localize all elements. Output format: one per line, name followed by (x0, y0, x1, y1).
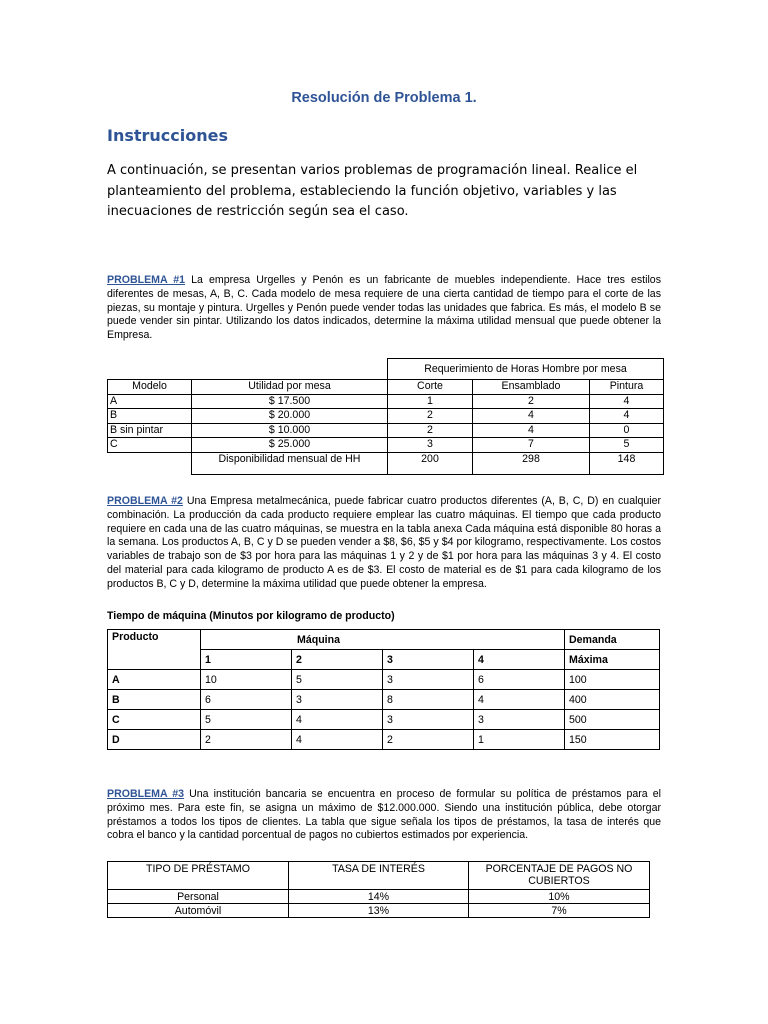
table-cell: 7% (469, 904, 650, 918)
problem3-label: PROBLEMA #3 (107, 788, 185, 800)
table-cell: 7 (473, 438, 590, 453)
table-cell: 500 (565, 710, 660, 730)
table-cell: 1 (474, 730, 565, 750)
table-cell: 4 (474, 690, 565, 710)
table-cell: 4 (590, 394, 664, 409)
problem2-table (107, 629, 660, 750)
col-header-tipo: TIPO DE PRÉSTAMO (108, 862, 289, 890)
table-cell: 5 (201, 710, 292, 730)
table-cell: $ 25.000 (192, 438, 388, 453)
col-header-maxima: Máxima (565, 650, 660, 670)
table-cell: 2 (201, 730, 292, 750)
instructions-text: A continuación, se presentan varios problemas de programación lineal. Realice el planteamiento del problema, estableciendo la función objetivo, variables y las inecuaciones de restricción según sea el caso. (107, 163, 638, 219)
table-cell: 3 (383, 670, 474, 690)
table-row (108, 423, 664, 438)
table-cell: 100 (565, 670, 660, 690)
table-footer-row (108, 452, 664, 474)
problem2-label: PROBLEMA #2 (107, 495, 183, 507)
col-header-utilidad: Utilidad por mesa (192, 380, 388, 395)
table-cell: 3 (388, 438, 473, 453)
machine-1-header: 1 (201, 650, 292, 670)
table-cell: 200 (388, 452, 473, 474)
problem3-table (107, 861, 650, 918)
table-cell: 13% (289, 904, 469, 918)
table-cell: Personal (108, 890, 289, 904)
table-row (108, 890, 650, 904)
col-header-ensamblado: Ensamblado (473, 380, 590, 395)
table-cell: 5 (590, 438, 664, 453)
instructions-heading: Instrucciones (107, 126, 229, 145)
table-cell: 3 (383, 710, 474, 730)
table-row (108, 438, 664, 453)
table-cell: 4 (292, 710, 383, 730)
machine-2-header: 2 (292, 650, 383, 670)
col-header-demanda: Demanda (565, 630, 660, 650)
table-cell: $ 10.000 (192, 423, 388, 438)
problem3-text: Una institución bancaria se encuentra en proceso de formular su política de préstamos para el próximo mes. Para este fin, se asigna un máximo de $12.000.000. Siendo una institución pública, debe otorgar préstamos a todos los tipos de clientes. La tabla que sigue señala los tipos de préstamos, la tasa de interés que cobra el banco y la cantidad porcentual de pagos no cubiertos estimados por experiencia. (107, 788, 662, 842)
problem3-paragraph (107, 788, 661, 843)
table-cell: 3 (474, 710, 565, 730)
problem2-paragraph (107, 495, 661, 592)
col-header-modelo: Modelo (108, 380, 192, 395)
table-header-row (108, 380, 664, 395)
table-cell: 10% (469, 890, 650, 904)
table-cell: A (108, 670, 201, 690)
table-header-row (108, 359, 664, 380)
table-cell: 6 (201, 690, 292, 710)
table-row (108, 409, 664, 424)
table-cell: 2 (388, 409, 473, 424)
machine-4-header: 4 (474, 650, 565, 670)
col-header-porcentaje: PORCENTAJE DE PAGOS NO CUBIERTOS (469, 862, 650, 890)
table-cell: 1 (388, 394, 473, 409)
table-cell: D (108, 730, 201, 750)
table-cell: 150 (565, 730, 660, 750)
table-cell: B (108, 409, 192, 424)
table-cell: B sin pintar (108, 423, 192, 438)
table-cell: C (108, 710, 201, 730)
table-cell: 148 (590, 452, 664, 474)
problem1-table (107, 358, 664, 475)
col-header-corte: Corte (388, 380, 473, 395)
availability-label: Disponibilidad mensual de HH (192, 452, 388, 474)
table-cell: $ 20.000 (192, 409, 388, 424)
table-row (108, 904, 650, 918)
table-cell: 3 (292, 690, 383, 710)
machine-3-header: 3 (383, 650, 474, 670)
table-cell: 400 (565, 690, 660, 710)
table-cell: 2 (383, 730, 474, 750)
table-header-row (108, 862, 650, 890)
table-header-row (108, 630, 660, 650)
table-cell: A (108, 394, 192, 409)
table-cell: 0 (590, 423, 664, 438)
table-row (108, 710, 660, 730)
table-cell: 8 (383, 690, 474, 710)
table-cell: 2 (388, 423, 473, 438)
col-header-pintura: Pintura (590, 380, 664, 395)
table-cell: Automóvil (108, 904, 289, 918)
problem2-text: Una Empresa metalmecánica, puede fabricar cuatro productos diferentes (A, B, C, D) en cualquier combinación. La producción da cada producto requiere emplear las cuatro máquinas. El tiempo que cada producto requiere en cada una de las cuatro máquinas, se muestra en la tabla anexa Cada máquina está disponible 80 horas a la semana. Los productos A, B, C y D se pueden vender a $8, $6, $5 y $4 por kilogramo, respectivamente. Los costos variables de trabajo son de $3 por hora para las máquinas 1 y 2 y de $1 por hora para las máquinas 3 y 4. El costo del material para cada kilogramo de producto A es de $3. El costo de material es de $1 para cada kilogramo de los productos B, C y D, determine la máxima utilidad que puede obtener la empresa. (107, 495, 661, 590)
table-cell: 10 (201, 670, 292, 690)
col-header-maquina: Máquina (201, 630, 565, 650)
document-title: Resolución de Problema 1. (291, 90, 477, 106)
table-cell: $ 17.500 (192, 394, 388, 409)
table-cell: 4 (292, 730, 383, 750)
problem2-table-caption: Tiempo de máquina (Minutos por kilogramo de producto) (107, 610, 395, 622)
table-row (108, 670, 660, 690)
col-header-producto: Producto (108, 630, 201, 670)
table-cell: B (108, 690, 201, 710)
table-cell: 4 (473, 423, 590, 438)
problem1-paragraph (107, 274, 661, 343)
table-row (108, 394, 664, 409)
table-cell: 6 (474, 670, 565, 690)
table-row (108, 730, 660, 750)
table-cell: 14% (289, 890, 469, 904)
table-cell: 4 (473, 409, 590, 424)
col-header-tasa: TASA DE INTERÉS (289, 862, 469, 890)
table-cell: 4 (590, 409, 664, 424)
table-cell: 298 (473, 452, 590, 474)
table-cell: C (108, 438, 192, 453)
problem1-label: PROBLEMA #1 (107, 274, 186, 286)
hours-group-header: Requerimiento de Horas Hombre por mesa (388, 359, 664, 380)
table-cell: 5 (292, 670, 383, 690)
table-row (108, 690, 660, 710)
table-cell: 2 (473, 394, 590, 409)
problem1-text: La empresa Urgelles y Penón es un fabricante de muebles independiente. Hace tres estilos diferentes de mesas, A, B, C. Cada modelo de mesa requiere de una cierta cantidad de tiempo para el corte de las piezas, su montaje y pintura. Urgelles y Penón puede vender todas las unidades que fabrica. Es más, el modelo B se puede vender sin pintar. Utilizando los datos indicados, determine la máxima utilidad mensual que puede obtener la Empresa. (107, 274, 661, 342)
